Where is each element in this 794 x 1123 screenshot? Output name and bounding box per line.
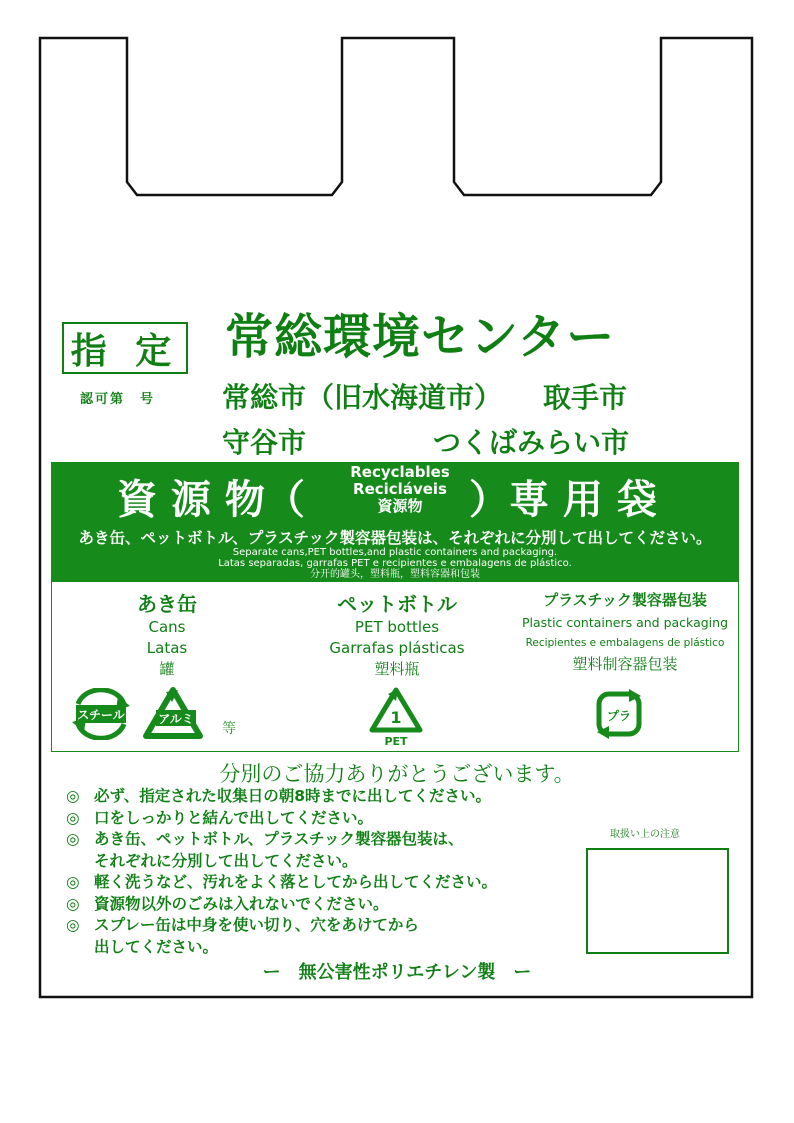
- pet-number: 1: [390, 708, 402, 727]
- category-line: 塑料瓶: [374, 660, 420, 678]
- handling-caution-box: [586, 848, 729, 954]
- banner-stack-en: Recyclables: [350, 463, 450, 481]
- instruction-text: それぞれに分別して出してください。: [94, 851, 358, 870]
- recyclables-banner: [51, 462, 739, 582]
- center-name: 常総環境センター: [225, 309, 616, 365]
- instruction-item: [66, 786, 497, 808]
- category-line: PET bottles: [354, 618, 440, 636]
- category-head: ペットボトル: [337, 592, 457, 616]
- city-toride: 取手市: [543, 381, 628, 414]
- city-tsukubamirai: つくばみらい市: [433, 426, 630, 459]
- city-moriya: 守谷市: [222, 426, 307, 459]
- permit-number-label: 認可第 号: [80, 392, 156, 407]
- instruction-item: [66, 872, 497, 894]
- plastic-recycle-icon: [593, 688, 645, 740]
- instruction-text: 口をしっかりと結んで出してください。: [94, 808, 374, 827]
- category-cans: [97, 588, 237, 680]
- category-line: 塑料制容器包装: [572, 655, 678, 673]
- instruction-text: スプレー缶は中身を使い切り、穴をあけてから: [94, 916, 419, 934]
- banner-title-left: 資 源 物（: [117, 477, 305, 523]
- alumi-mark-label: アルミ: [158, 712, 194, 726]
- banner-stack-pt: Recicláveis: [353, 480, 447, 498]
- aluminum-recycle-icon: [142, 686, 204, 742]
- pla-mark-label: プラ: [606, 709, 632, 723]
- thanks-message: 分別のご協力ありがとうございます。: [219, 762, 575, 786]
- steel-recycle-icon: [70, 688, 132, 740]
- city-joso: 常総市（旧水海道市）: [222, 381, 503, 414]
- etc-label: 等: [222, 721, 236, 737]
- instruction-text: 必ず、指定された収集日の朝8時までに出してください。: [94, 787, 492, 805]
- banner-sub-pt: Latas separadas, garrafas PET e recipientes e embalagens de plástico.: [218, 558, 572, 569]
- instructions-list: [66, 786, 497, 958]
- banner-instruction: あき缶、ペットボトル、プラスチック製容器包装は、それぞれに分別して出してください。: [78, 529, 712, 547]
- category-line: Cans: [148, 618, 186, 636]
- category-pet: [297, 588, 497, 680]
- banner-sub-zh: 分开的罐头，塑料瓶，塑料容器和包装: [310, 569, 480, 580]
- instruction-item: [66, 808, 497, 830]
- bullet-icon: ◎: [66, 916, 80, 934]
- banner-stack-zh: 資源物: [377, 497, 423, 515]
- banner-sub-en: Separate cans,PET bottles,and plastic containers and packaging.: [232, 547, 558, 558]
- instruction-text: 出してください。: [94, 937, 219, 956]
- bullet-icon: ◎: [66, 808, 80, 827]
- instruction-item: [66, 937, 497, 959]
- instruction-item: [66, 851, 497, 873]
- banner-title-right: ）専 用 袋: [469, 477, 657, 523]
- category-line: Latas: [146, 639, 188, 657]
- bullet-icon: ◎: [66, 787, 80, 805]
- category-line: Garrafas plásticas: [329, 639, 465, 657]
- pet-recycle-icon: [368, 686, 424, 748]
- categories-panel: [51, 582, 739, 752]
- bullet-icon: ◎: [66, 873, 80, 891]
- banner-language-stack: [344, 464, 456, 515]
- category-line: Plastic containers and packaging: [521, 615, 729, 630]
- steel-mark-label: スチール: [77, 708, 125, 722]
- category-head: プラスチック製容器包装: [543, 591, 707, 609]
- material-label: ー 無公害性ポリエチレン製 ー: [262, 962, 532, 983]
- instruction-text: 資源物以外のごみは入れないでください。: [94, 894, 389, 913]
- category-head: あき缶: [137, 592, 197, 616]
- handling-caution-title: 取扱い上の注意: [610, 829, 680, 840]
- instruction-item: [66, 915, 497, 937]
- pet-mark-label: PET: [384, 735, 408, 748]
- designated-stamp: 指 定: [62, 322, 188, 374]
- bullet-icon: ◎: [66, 894, 80, 913]
- category-plastic: [511, 588, 739, 675]
- instruction-item: [66, 829, 497, 851]
- category-line: 罐: [159, 660, 175, 678]
- instruction-text: あき缶、ペットボトル、プラスチック製容器包装は、: [94, 830, 464, 848]
- instruction-item: [66, 894, 497, 916]
- instruction-text: 軽く洗うなど、汚れをよく落としてから出してください。: [94, 873, 498, 891]
- category-line: Recipientes e embalagens de plástico: [525, 637, 725, 649]
- bullet-icon: ◎: [66, 830, 80, 848]
